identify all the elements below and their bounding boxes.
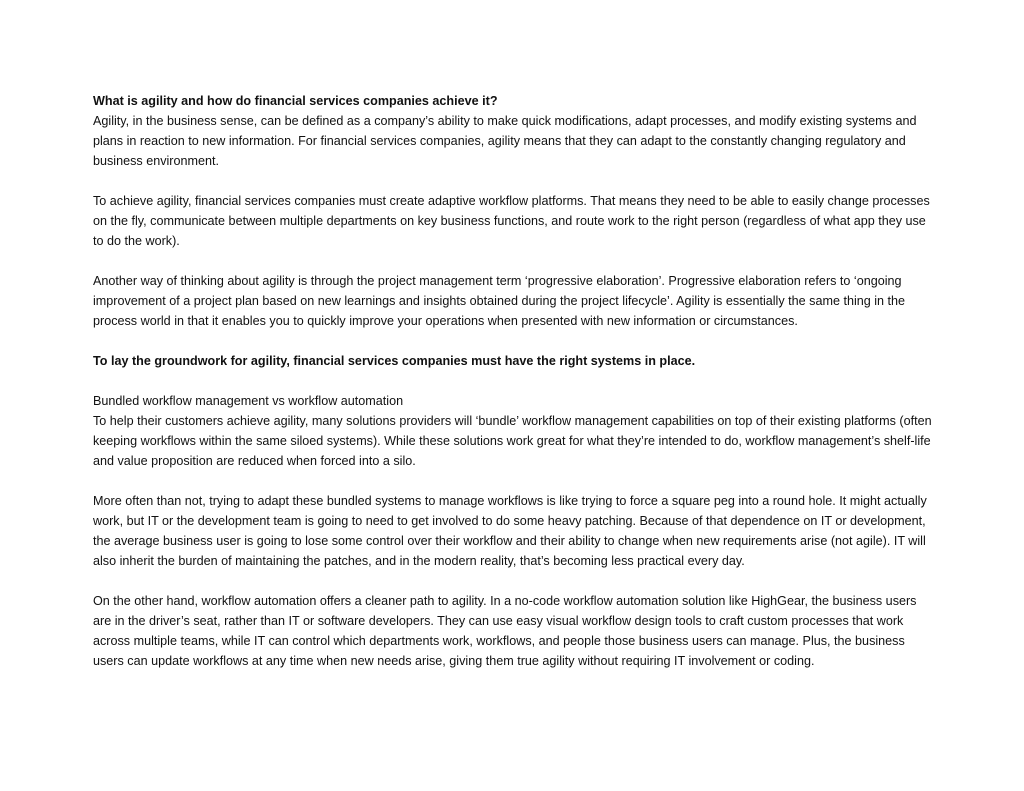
paragraph-agility-definition: Agility, in the business sense, can be defined as a company’s ability to make quick modifications, adapt processes, and modify existing systems and plans in reaction to new information. For financial services companies, agility means that they can adapt to the constantly changing regulatory and business environment. [93,114,917,168]
paragraph-progressive-elaboration: Another way of thinking about agility is through the project management term ‘progressive elaboration’. Progressive elaboration refers to ‘ongoing improvement of a project plan based on new learnings and insights obtained during the project lifecycle’. Agility is essentially the same thing in the process world in that it enables you to quickly improve your operations when presented with new information or circumstances. [93,274,906,328]
paragraph-achieve-agility: To achieve agility, financial services companies must create adaptive workflow platforms. That means they need to be able to easily change processes on the fly, communicate between multiple departments on key business functions, and route work to the right person (regardless of what app they use to do the work). [93,194,930,248]
document-page [93,91,933,691]
section-heading-bundled: Bundled workflow management vs workflow automation [93,394,404,408]
paragraph-workflow-automation: On the other hand, workflow automation offers a cleaner path to agility. In a no-code workflow automation solution like HighGear, the business users are in the driver’s seat, rather than IT or software developers. They can use easy visual workflow design tools to craft custom processes that work across multiple teams, while IT can control which departments work, workflows, and people those business users can manage. Plus, the business users can update workflows at any time when new needs arise, giving them true agility without requiring IT involvement or coding. [93,594,917,668]
paragraph-bundled-workflow: To help their customers achieve agility, many solutions providers will ‘bundle’ workflow management capabilities on top of their existing platforms (often keeping workflows within the same siloed systems). While these solutions work great for what they’re intended to do, workflow management’s shelf-life and value proposition are reduced when forced into a silo. [93,414,932,468]
bold-statement: To lay the groundwork for agility, financial services companies must have the right systems in place. [93,354,696,368]
paragraph-square-peg: More often than not, trying to adapt these bundled systems to manage workflows is like trying to force a square peg into a round hole. It might actually work, but IT or the development team is going to need to get involved to do some heavy patching. Because of that dependence on IT or development, the average business user is going to lose some control over their workflow and their ability to change when new requirements arise (not agile). IT will also inherit the burden of maintaining the patches, and in the modern reality, that’s becoming less practical every day. [93,494,927,568]
section-heading-agility: What is agility and how do financial services companies achieve it? [93,94,498,108]
